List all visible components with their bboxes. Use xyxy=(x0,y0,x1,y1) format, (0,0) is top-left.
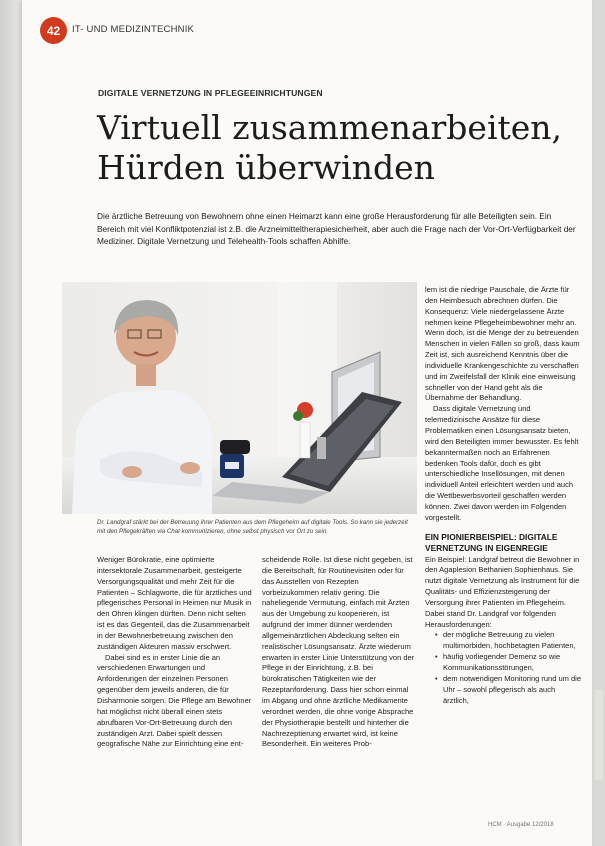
body-column-1 xyxy=(97,555,252,750)
body-column-2 xyxy=(262,555,417,750)
paragraph: scheidende Rolle. Ist diese nicht gegeben, ist die Bereitschaft, für Routinevisiten oder für das Ausstellen von Rezepten vorbeizukommen relativ gering. Die naheliegende Vermutung, einfach mit Ärzten aus der Umgebung zu kooperieren, ist aufgrund der immer dünner werdenden allgemeinärztlichen Abdeckung selten ein realistischer Lösungsansatz. Ärzte wiederum erwarten in erster Linie Unterstützung von der Pflege in der Einrichtung, z.B. bei bürokratischen Tätigkeiten wie der Rezeptanforderung. Dass hier schon einmal im Abgang und ohne ärztliche Medikamente verordnet werden, die ohne vorige Absprache der Physiotherapie bestellt und hinterher die Nachrezeptierung erwartet wird, ist keine Besonderheit. Ein weiteres Prob- xyxy=(262,555,415,749)
article-headline xyxy=(97,108,577,188)
article-kicker: DIGITALE VERNETZUNG IN PFLEGEEINRICHTUNGEN xyxy=(98,88,323,98)
headline-line-1: Virtuell zusammenarbeiten, xyxy=(97,108,563,147)
page-number-badge: 42 xyxy=(40,17,67,44)
page-footer: HCM · Ausgabe 12/2018 xyxy=(488,822,554,828)
section-label: IT- UND MEDIZINTECHNIK xyxy=(72,24,195,35)
photo-caption: Dr. Landgraf stärkt bei der Betreuung ihrer Patienten aus dem Pflegeheim auf digitale Tools. So kann sie jederzeit mit den Pflegekräften via Chat kommunizieren, ohne selbst physisch vor Ort zu sein. xyxy=(97,519,408,535)
list-item: • häufig vorliegender Demenz so wie Kommunikationsstörungen, xyxy=(435,652,583,674)
paragraph: Dass digitale Vernetzung und telemedizinische Ansätze für diese Problematiken einen Lösungsansatz bieten, wird den Beteiligten immer bewusster. Es fehlt bekanntermaßen noch an Erfahrenen bedenken Tools dafür, doch es gibt unterschiedliche Insellösungen, mit denen individuell Anteil erleichtert werden und auch die Wettbewerbsvorteil geschaffen werden können. Zwei davon werden im Folgenden vorgestellt. xyxy=(425,404,579,522)
list-item: • dem notwendigen Monitoring rund um die Uhr – sowohl pflegerisch als auch ärztlich, xyxy=(435,674,583,707)
paragraph: Dabei sind es in erster Linie die an verschiedenen Erwartungen und Anforderungen der einzelnen Personen gegenüber dem jeweils anderen, die für Disharmonie sorgen. Die Pflege am Bewohner hat möglichst nicht überall einen stets abrufbaren Vor-Ort-Betreuung durch den zuständigen Arzt. Dabei spielt dessen geografische Nähe zur Einrichtung eine ent- xyxy=(97,652,252,749)
headline-line-2: Hürden überwinden xyxy=(97,148,435,187)
section-subheading: EIN PIONIERBEISPIEL: DIGITALE VERNETZUNG IN EIGENREGIE xyxy=(425,531,558,553)
paragraph: Weniger Bürokratie, eine optimierte intersektorale Zusammenarbeit, gesteigerte Versorgungsqualität und mehr Zeit für die Patienten – Schlagworte, die für ärztliches und pflegerisches Personal in Heimen nur Musik in den Ohren klingen dürften. Denn nicht selten ist es das Gegenteil, das die Zusammenarbeit in der Bewohnerbetreuung zwischen den zuständigen Akteuren massiv erschwert. xyxy=(97,555,252,651)
doctor-at-desk-photo xyxy=(62,282,417,514)
list-item: • der mögliche Betreuung zu vielen multimorbiden, hochbetagten Patienten, xyxy=(435,630,583,652)
challenge-list xyxy=(425,630,583,706)
page-gutter xyxy=(0,0,22,846)
body-column-3 xyxy=(425,285,583,706)
page-edge-strip xyxy=(595,690,603,780)
paragraph: lem ist die niedrige Pauschale, die Ärzte für den Heimbesuch abrechnen dürfen. Die Konsequenz: Viele niedergelassene Ärzte nehmen keine Pflegeheimbewohner mehr an. Wenn doch, ist die Menge der zu betreuenden Menschen in vielen Fällen so groß, dass kaum Zeit ist, sich ausreichend Kenntnis über die individuelle Krankengeschichte zu verschaffen und im Zweifelsfall der Klinik eine einweisung schneller von der Hand geht als die Übernahme der Behandlung. xyxy=(425,285,580,403)
article-lead: Die ärztliche Betreuung von Bewohnern ohne einen Heimarzt kann eine große Herausforderung für alle Beteiligten sein. Ein Bereich mit viel Konfliktpotenzial ist z.B. die Arzneimitteltherapiesicherheit, aber auch die Frage nach der Vor-Ort-Verfügbarkeit der Mediziner. Digitale Vernetzung und Telehealth-Tools schaffen Abhilfe. xyxy=(97,211,576,246)
paragraph: Ein Beispiel: Landgraf betreut die Bewohner in den Agaplesion Bethanien Sophienhaus. Sie nutzt digitale Vernetzung als Instrument für die Qualitäts- und Effizienzsteigerung der Versorgung ihrer Patienten im Pflegeheim. Dabei stand Dr. Landgraf vor folgenden Herausforderungen: xyxy=(425,554,580,629)
